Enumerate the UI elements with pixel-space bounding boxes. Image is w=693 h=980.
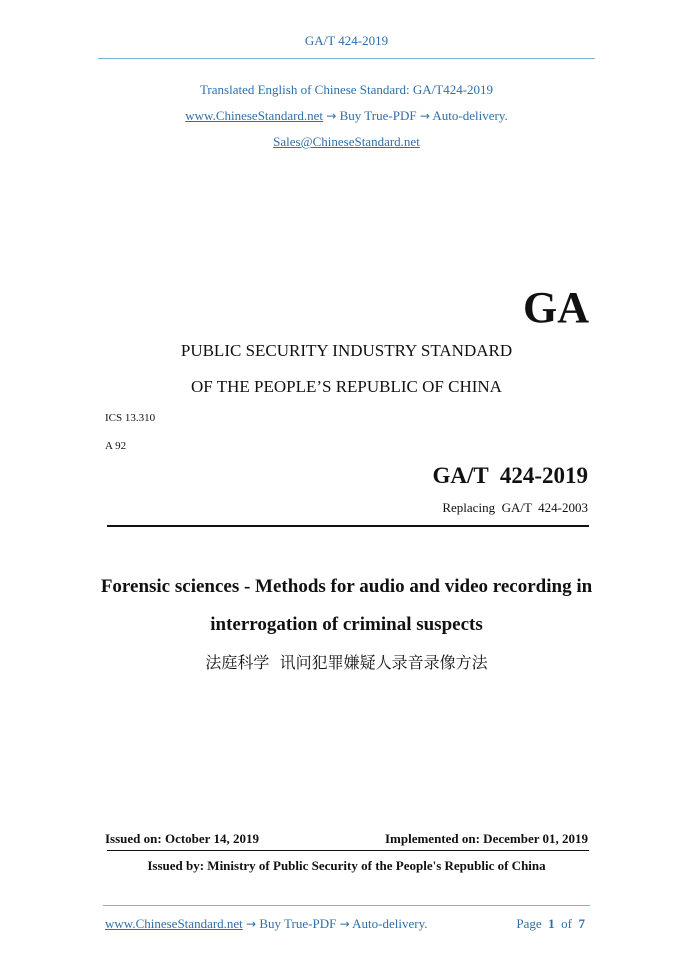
site-link[interactable]: www.ChineseStandard.net [185,108,324,123]
buy-text: Buy True-PDF [339,108,417,123]
title-zh: 法庭科学 讯问犯罪嫌疑人录音录像方法 [205,653,488,672]
standard-mark: GA [523,283,589,332]
page-label: Page [516,916,542,931]
arrow-icon: → [326,109,337,123]
arrow-icon: → [246,917,257,931]
title-rule [107,525,589,527]
footer-buy-text: Buy True-PDF [259,916,337,931]
industry-line-2: OF THE PEOPLE’S REPUBLIC OF CHINA [191,377,502,396]
footer-site-link[interactable]: www.ChineseStandard.net [105,916,243,931]
ics-code: ICS 13.310 [105,412,156,424]
delivery-text: Auto-delivery. [432,108,508,123]
standard-number: GA/T 424-2019 [432,463,588,488]
running-header: GA/T 424-2019 [304,33,389,48]
sales-email-link[interactable]: Sales@ChineseStandard.net [273,134,420,149]
buy-line [0,108,693,124]
ccs-code: A 92 [105,440,127,452]
implemented-on: Implemented on: December 01, 2019 [384,831,588,846]
issued-by: Issued by: Ministry of Public Security of the People's Republic of China [147,858,546,873]
dates-rule [107,850,589,851]
footer-rule [103,905,590,906]
page-current: 1 [548,916,555,931]
replacing-note: Replacing GA/T 424-2003 [442,500,588,515]
industry-line-1: PUBLIC SECURITY INDUSTRY STANDARD [180,341,513,360]
email-line [0,134,693,150]
arrow-icon: → [339,917,350,931]
header-rule [98,58,595,59]
translation-note: Translated English of Chinese Standard: GA/T424-2019 [199,82,494,97]
page-counter [516,916,585,932]
page-total: 7 [578,916,585,931]
issued-on: Issued on: October 14, 2019 [105,831,259,846]
arrow-icon: → [419,109,430,123]
page-of: of [561,916,572,931]
title-en-line-2: interrogation of criminal suspects [210,614,483,635]
footer-delivery-text: Auto-delivery. [352,916,428,931]
footer-buy-line [105,916,428,932]
title-en-line-1: Forensic sciences - Methods for audio and video recording in [100,576,593,597]
